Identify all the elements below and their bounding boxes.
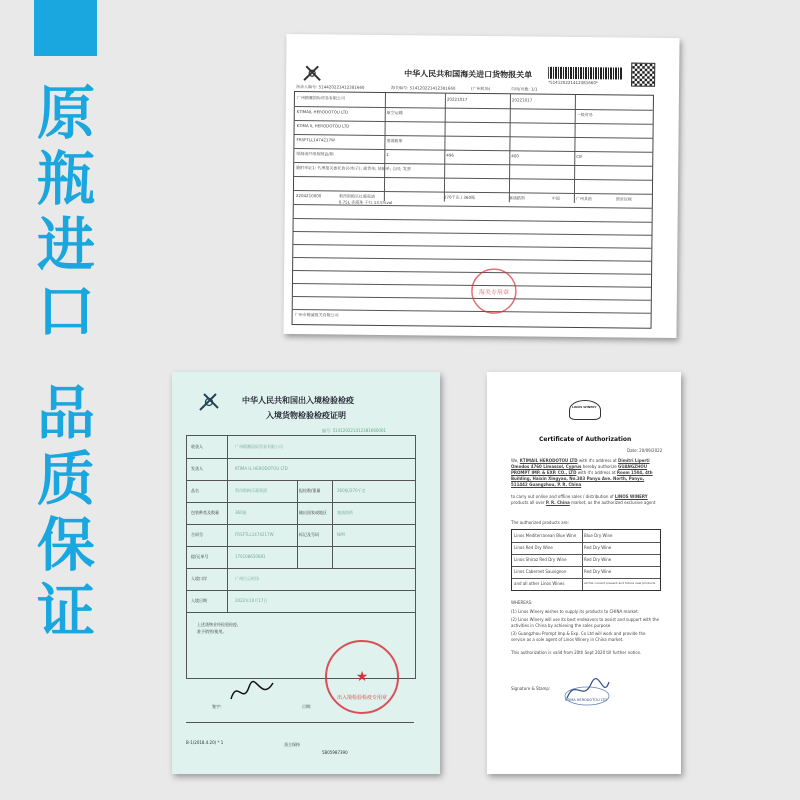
cert-origin: 塞浦路斯: [337, 510, 353, 515]
svg-text:★: ★: [355, 669, 369, 685]
cert-title-1: 中华人民共和国出入境检验检疫: [242, 396, 354, 405]
barcode: [548, 67, 622, 80]
label-mark: 标记及号码: [299, 532, 319, 537]
slogan-quality-guarantee: [30, 380, 102, 644]
cert-receipt-label: 货主保持: [284, 742, 300, 747]
slogan-char: 口: [36, 277, 95, 345]
svg-text:海关专用章: 海关专用章: [478, 288, 509, 297]
remark: 随附单证1: 代理报关委托协议(电子); 提货单; 装箱单; 合同; 发票: [296, 165, 411, 172]
auth-whereas-label: WHEREAS:: [511, 600, 533, 605]
pre-entry-no: 预录入编号: 514420221412381660: [296, 84, 365, 90]
label-bill: 提/运单号: [191, 554, 209, 559]
label-package: 包装种类及数量: [191, 510, 219, 515]
label-consignee: 收货人: [191, 444, 203, 449]
label-date: 入境日期: [191, 598, 207, 603]
label-quantity: 报检数/重量: [299, 488, 321, 493]
label-shipper: 发货人: [191, 466, 203, 471]
terms: CIF: [576, 153, 583, 160]
cert-consignee: 广州精鹰国际贸易有限公司: [235, 444, 283, 449]
net-weight: 400: [511, 153, 519, 159]
auth-signature-label: Signature & Stamp:: [511, 686, 551, 691]
label-product: 品名: [191, 488, 199, 493]
cert-bill: 176108650681: [235, 554, 266, 559]
origin-country: 塞浦路斯: [386, 138, 403, 144]
cert-footer-divider: [186, 722, 414, 723]
item-code: 2204210000: [295, 193, 322, 199]
product-name: and all other Linos Wines: [514, 581, 565, 586]
customs-declaration-document: [283, 34, 679, 338]
seller: KTIMA IL HERODOTOU LTD: [296, 123, 350, 129]
auth-whereas-1: (1) Linos Winery wishes to supply its products to CHINA market.: [511, 609, 639, 614]
page-count: 页码/页数: 1/1: [510, 86, 538, 92]
auth-whereas-3: (3) Guangzhou Prompt Imp.& Exp. Co Ltd will work and provide the service as a sole agent of Linos Winery in China market.: [511, 631, 646, 642]
auth-paragraph-2: to carry out online and offline sales / distribution of LINOS WINERY products all over P. R. China market, as the authorized exclusive agent: [511, 494, 656, 505]
customs-emblem-icon: [302, 64, 322, 82]
slogan-char: 保: [36, 511, 95, 579]
product-type: Red Dry Wine: [584, 545, 612, 550]
slogan-original-import: [30, 80, 102, 344]
product-name: Linos Mediterranean Blue Wine: [514, 533, 577, 538]
cert-title-2: 入境货物检验检疫证明: [266, 411, 346, 420]
cert-quantity: 360瓶/270千克: [337, 488, 366, 493]
label-origin: 输出国家或地区: [299, 510, 327, 515]
customs-stamp: [469, 266, 520, 317]
consignee: 广州精鹰国际贸易有限公司: [296, 95, 345, 101]
gross-weight: 496: [446, 152, 454, 158]
trade-mode: 一般贸易: [576, 111, 593, 118]
auth-products-label: The authorized products are:: [511, 520, 569, 525]
slogan-char: 证: [36, 577, 95, 645]
product-name: Linos Cabernet Sauvignon: [514, 569, 567, 574]
cert-footer: B-1(2018.4.20) * 1: [186, 740, 224, 745]
port-label: (广州机场): [470, 85, 491, 92]
auth-signature-stamp: [561, 672, 611, 712]
slogan-char: 原: [36, 79, 95, 147]
cert-date-label: 日期:: [302, 704, 312, 709]
authorization-letter-document: [487, 372, 681, 774]
customs-title: 中华人民共和国海关进口货物报关单: [404, 69, 533, 80]
auth-brand: LINOS WINERY: [614, 494, 648, 499]
slogan-char: 质: [36, 445, 95, 513]
auth-products-table: [511, 529, 661, 591]
label-contract: 合同号: [191, 532, 203, 537]
cert-contract: FRSFTLL1474217W: [235, 532, 274, 537]
qr-code: [631, 63, 655, 87]
ciq-emblem-icon: [198, 390, 220, 412]
container: 纸制或纤维板制盒/箱: [296, 151, 334, 157]
cert-serial: 5B05987390: [322, 750, 348, 755]
label-port: 入境口岸: [191, 576, 207, 581]
item-duty: 照章征税: [615, 196, 632, 202]
auth-agent-address: Room 1504, 4th Building, Haixin Xingyao, No.383 Panyu Ave. North, Panyu, 511442 Guangzhou, P. R. China: [511, 470, 653, 487]
barcode-number: *514120221412381660*: [548, 79, 598, 86]
cert-port: 广州白云机场: [235, 576, 259, 581]
svg-text:出入境检验检疫专用章: 出入境检验检疫专用章: [336, 695, 388, 701]
item-qty: 270千克 / 360瓶: [443, 194, 476, 200]
declarant: 广州市精诚报关有限公司: [294, 312, 339, 318]
slogan-char: 瓶: [36, 145, 95, 213]
product-type: Red Dry Wine: [584, 557, 612, 562]
slogan-char: 进: [36, 211, 95, 279]
linos-winery-logo: LINOS WINERY: [569, 400, 601, 420]
item-name: 利昂斯梅乐红葡萄酒: [338, 193, 375, 199]
auth-stamp-text: KTIMA HERODOTOU LTD: [565, 698, 608, 702]
overseas-shipper: KTIMAIL HERODOTOU LTD: [296, 109, 349, 115]
auth-date: Date: 20/09/2022: [627, 448, 663, 453]
item-spec: 0.75L 赤霞珠 干红 13.5%vol: [338, 199, 393, 206]
auth-agent: GUANGZHOU PROMPT IMP. & EXP. CO., LTD: [511, 464, 648, 475]
entry-no: 海关编号: 514120221412381660: [390, 85, 456, 91]
cert-date: 2022年10月17日: [235, 598, 268, 603]
handwritten-signature: [227, 677, 277, 707]
pieces: 1: [386, 152, 389, 158]
transport: 航空运输: [386, 110, 403, 116]
cert-product: 利昂斯梅乐葡萄酒: [235, 488, 267, 493]
cert-package: 360瓶: [235, 510, 247, 515]
product-type: Blue Dry Wine: [584, 533, 613, 538]
date-1: 20221017: [446, 96, 468, 102]
cert-mark: N/M: [337, 532, 345, 537]
auth-region: P. R. China: [545, 500, 570, 505]
auth-company: KTIMAIL HERODOTOU LTD: [519, 458, 578, 463]
item-destination: 中国: [551, 195, 560, 201]
auth-whereas-2: (2) Linos Winery will use its best endeavors to assist and support with the activities in China by achieving the sales purpose.: [511, 617, 660, 628]
cert-body-line-1: 上述货物业经检验检疫,: [197, 622, 239, 627]
auth-validity: This authorization is valid from 20th Sept 2020 till further notice.: [511, 650, 642, 655]
contract-no: FRSFTLL1474217W: [296, 137, 336, 143]
product-name: Linos Shiraz Red Dry Wine: [514, 557, 567, 562]
inspection-certificate-document: [172, 372, 440, 774]
auth-address: Dimitri Liperti Omodos 4760 Limassol, Cyprus: [511, 458, 650, 469]
product-type: all the current present and future new products: [584, 581, 656, 585]
auth-title: Certificate of Authorization: [539, 436, 632, 443]
auth-paragraph-1: We, KTIMAIL HERODOTOU LTD with it's address at Dimitri Liperti Omodos 4760 Limassol, Cyprus hereby authorize GUANGZHOU PROMPT IMP. & EXP. CO., LTD with it's address at Room 1504, 4th Building, Haixin Xingyao, No.383 Panyu Ave. North, Panyu, 511442 Guangzhou, P. R. China: [511, 458, 653, 487]
item-origin: 塞浦路斯: [508, 195, 525, 201]
item-district: 广州其他: [575, 195, 592, 202]
date-2: 20221017: [511, 97, 533, 103]
product-name: Linos Red Dry Wine: [514, 545, 553, 550]
ciq-stamp: [322, 637, 402, 717]
accent-block: [34, 0, 97, 56]
product-type: Red Dry Wine: [584, 569, 612, 574]
slogan-char: 品: [36, 379, 95, 447]
cert-shipper: KTIMA IL HERODOTOU LTD: [235, 466, 288, 471]
cert-body-line-2: 准予销售/使用。: [197, 629, 227, 634]
cert-number: 编号: 514120221412381660001: [322, 428, 387, 433]
cert-signature-label: 签字:: [212, 704, 222, 709]
